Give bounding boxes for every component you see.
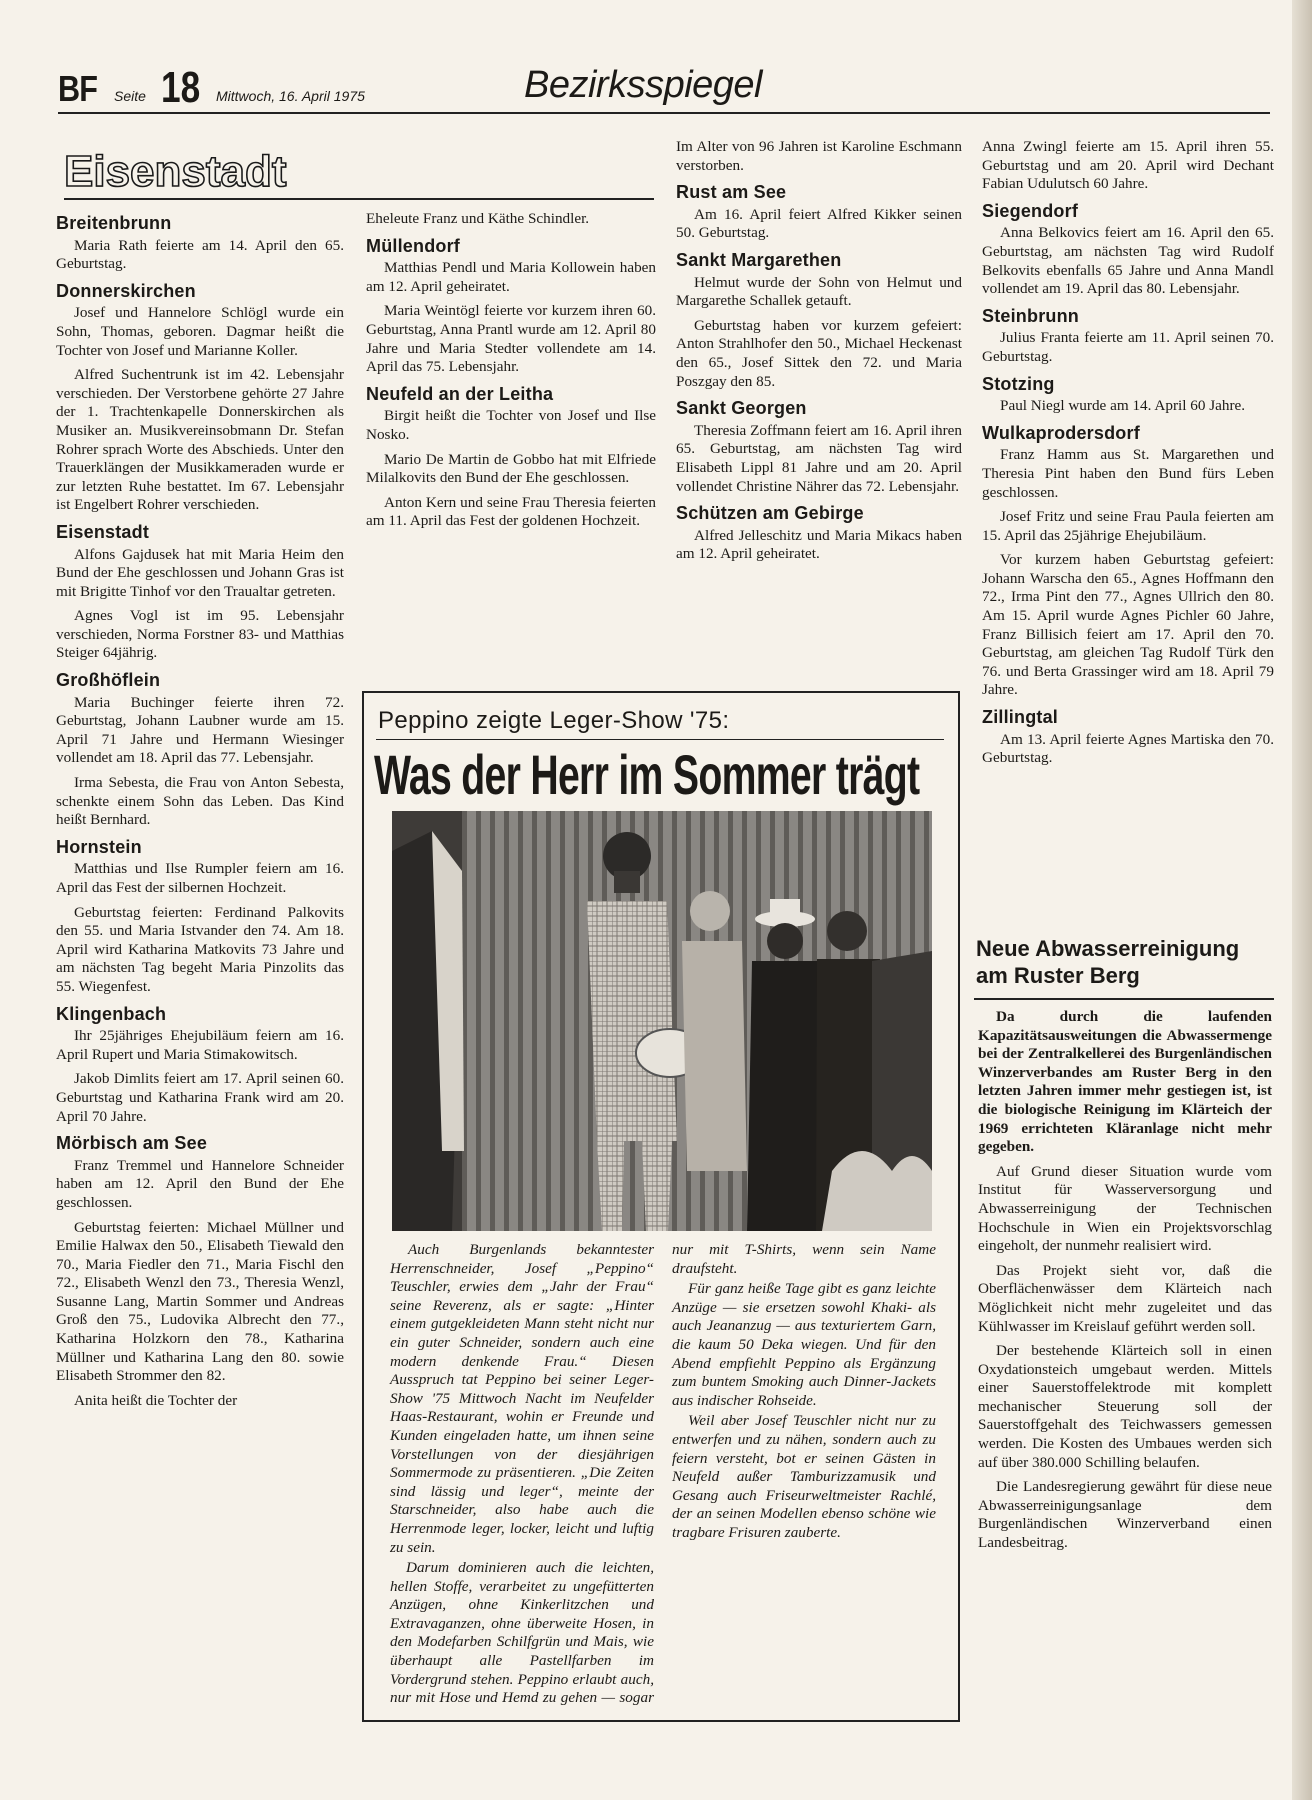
issue-date: Mittwoch, 16. April 1975 xyxy=(216,88,365,104)
news-paragraph: Anton Kern und seine Frau Theresia feierten am 11. April das Fest der goldenen Hochzeit. xyxy=(366,493,656,530)
news-rule xyxy=(974,998,1274,1000)
news-body xyxy=(978,1008,1272,1559)
region-rule xyxy=(64,198,654,200)
publication-logo: BF xyxy=(58,68,98,109)
place-heading: Eisenstadt xyxy=(56,521,150,542)
place-heading: Klingenbach xyxy=(56,1003,167,1024)
place-heading: Zillingtal xyxy=(982,707,1058,728)
place-heading: Sankt Margarethen xyxy=(676,249,842,270)
news-paragraph: Anna Zwingl feierte am 15. April ihren 55. Geburtstag und am 20. April wird Dechant Fabian Udulutsch 60 Jahre. xyxy=(982,138,1274,193)
news-paragraph: Theresia Zoffmann feiert am 16. April ihren 65. Geburtstag, am nächsten Tag wird Elisabeth Lippl 81 Jahre und am 20. April vollendet Christine Nährer das 72. Lebensjahr. xyxy=(676,421,962,495)
masthead xyxy=(58,62,1270,114)
caption-paragraph: Weil aber Josef Teuschler nicht nur zu entwerfen und zu nähen, sondern auch zu feiern versteht, bot er seinen Gästen in Neufeld außer Tamburizzamusik und Gesang auch Friseurweltmeister Rachlé, der an seinen Modellen ebenso schöne wie tragbare Frisuren zauberte. xyxy=(672,1412,936,1541)
news-paragraph: Anita heißt die Tochter der xyxy=(74,1391,238,1409)
news-paragraph: Mario De Martin de Gobbo hat mit Elfriede Milalkovits den Bund der Ehe geschlossen. xyxy=(366,450,656,487)
news-paragraph: Matthias und Ilse Rumpler feiern am 16. April das Fest der silbernen Hochzeit. xyxy=(56,860,344,896)
news-paragraph: Eheleute Franz und Käthe Schindler. xyxy=(366,210,590,227)
column-3 xyxy=(676,138,962,570)
news-paragraph: Vor kurzem haben Geburtstag gefeiert: Johann Warscha den 65., Agnes Hoffmann den 72., Irma Pint den 77., Agnes Ullrich den 80. Am 15. April wurde Agnes Pichler 60 Jahre, Franz Billisich feiert am 17. April den 70. Geburtstag, am gleichen Tag Rudolf Türk den 76. und Berta Grassinger wird am 18. April 79 Jahre. xyxy=(982,551,1274,699)
news-paragraph: Alfred Jelleschitz und Maria Mikacs haben am 12. April geheiratet. xyxy=(676,526,962,563)
news-paragraph: Der bestehende Klärteich soll in einen Oxydationsteich umgebaut werden. Mittels einer Sauerstoffelektrode mit komplett mechanischer Steuerung soll der Sauerstoffgehalt des Teichwassers gemessen werden. Die Kosten des Umbaues werden sich auf über 380.000 Schilling belaufen. xyxy=(978,1342,1272,1471)
feature-caption xyxy=(390,1241,936,1711)
news-paragraph: Matthias Pendl und Maria Kollowein haben am 12. April geheiratet. xyxy=(366,259,656,295)
column-1 xyxy=(56,214,344,1416)
news-paragraph: Maria Buchinger feierte ihren 72. Geburtstag, Johann Laubner wurde am 15. April 71 Jahre und Hermann Wiesinger vollendet am 18. April das 77. Lebensjahr. xyxy=(56,693,344,767)
news-paragraph: Alfred Suchentrunk ist im 42. Lebensjahr verschieden. Der Verstorbene gehörte 27 Jahre der 1. Trachtenkapelle Donnerskirchen als Musiker an. Musikvereinsobmann Dr. Stefan Rohrer sprach Worte des Abschieds. Unter den Trauerklängen der Musikkameraden wurde er zur letzten Ruhe bestattet. Im 67. Lebensjahr ist Engelbert Rohrer verschieden. xyxy=(56,366,344,514)
news-paragraph: Agnes Vogl ist im 95. Lebensjahr verschieden, Norma Forstner 83- und Matthias Steiger 64jährig. xyxy=(56,607,344,662)
place-heading: Rust am See xyxy=(676,182,787,203)
place-heading: Sankt Georgen xyxy=(676,398,807,419)
feature-headline: Was der Herr im Sommer trägt xyxy=(374,743,920,806)
news-paragraph: Irma Sebesta, die Frau von Anton Sebesta, schenkte einem Sohn das Leben. Das Kind heißt Bernhard. xyxy=(56,774,344,829)
place-heading: Hornstein xyxy=(56,836,142,857)
news-paragraph: Im Alter von 96 Jahren ist Karoline Eschmann verstorben. xyxy=(676,138,962,174)
news-paragraph: Franz Tremmel und Hannelore Schneider haben am 12. April den Bund der Ehe geschlossen. xyxy=(56,1156,344,1211)
place-heading: Schützen am Gebirge xyxy=(676,503,864,524)
place-heading: Donnerskirchen xyxy=(56,280,196,301)
news-paragraph: Birgit heißt die Tochter von Josef und Ilse Nosko. xyxy=(366,407,656,443)
news-paragraph: Helmut wurde der Sohn von Helmut und Margarethe Schallek getauft. xyxy=(676,273,962,310)
place-heading: Steinbrunn xyxy=(982,305,1079,326)
news-paragraph: Am 13. April feierte Agnes Martiska den 70. Geburtstag. xyxy=(982,730,1274,767)
news-paragraph: Josef und Hannelore Schlögl wurde ein Sohn, Thomas, geboren. Dagmar heißt die Tochter von Josef und Marianne Koller. xyxy=(56,304,344,359)
feature-kicker: Peppino zeigte Leger-Show '75: xyxy=(378,707,730,734)
feature-article xyxy=(362,691,960,1722)
news-paragraph: Anna Belkovics feiert am 16. April den 65. Geburtstag, am nächsten Tag wird Rudolf Belkovits ebenfalls 65 Jahre und Anna Mandl vollendet am 19. April das 80. Lebensjahr. xyxy=(982,224,1274,298)
news-paragraph: Josef Fritz und seine Frau Paula feierten am 15. April das 25jährige Ehejubiläum. xyxy=(982,508,1274,544)
column-2 xyxy=(366,210,656,537)
photo-illustration xyxy=(392,811,932,1231)
news-paragraph: Ihr 25jähriges Ehejubiläum feiern am 16. April Rupert und Maria Stimakowitsch. xyxy=(56,1027,344,1063)
page-label: Seite xyxy=(114,88,146,104)
caption-paragraph: Auch Burgenlands bekanntester Herrenschneider, Josef „Peppino“ Teuschler, erwies dem „Jahr der Frau“ seine Reverenz, als er sagte: „Hinter einem gutgekleideten Mann steht nicht nur ein guter Schneider, sondern auch eine modern denkende Frau.“ Diesen Ausspruch tat Peppino bei seiner Leger-Show '75 Mittwoch Nacht im Neufelder Haas-Restaurant, wohin er Freunde und Kunden eingeladen hatte, um ihnen seine Vorstellungen von der diesjährigen Sommermode zu präsentieren. „Die Zeiten sind lässig und leger“, meinte der Starschneider, also habe auch die Herrenmode leger, locker, leicht und luftig zu sein. xyxy=(390,1241,654,1556)
page-fold-shadow xyxy=(1292,0,1312,1800)
place-heading: Müllendorf xyxy=(366,235,460,256)
fashion-show-photo xyxy=(392,811,932,1231)
news-paragraph: Maria Weintögl feierte vor kurzem ihren 60. Geburtstag, Anna Prantl wurde am 12. April 80 Jahre und Maria Stedter vollendete am 14. April das 75. Lebensjahr. xyxy=(366,302,656,376)
news-headline: Neue Abwasserreinigung am Ruster Berg xyxy=(976,936,1240,988)
page-number: 18 xyxy=(161,63,201,112)
place-heading: Wulkaprodersdorf xyxy=(982,422,1140,443)
place-heading: Neufeld an der Leitha xyxy=(366,383,554,404)
caption-paragraph: Darum dominieren auch die leichten, hellen Stoffe, verarbeitet zu ungefütterten Anzügen, ohne Kinkerlitzchen und Extravaganzen, ohne überweite Hosen, in den Modefarben Schilfgrün und Mais, wie überhaupt alle Pastellfarben im Vordergrund stehen. Peppino erlaubt auch, nur mit Hose und Hemd zu gehen — sogar nur mit T-Shirts, wenn sein Name draufsteht. xyxy=(390,1241,936,1707)
news-paragraph: Die Landesregierung gewährt für diese neue Abwasserreinigungsanlage dem Burgenländischen Winzerverband einen Landesbeitrag. xyxy=(978,1478,1272,1552)
place-heading: Breitenbrunn xyxy=(56,213,172,233)
news-paragraph: Das Projekt sieht vor, daß die Oberflächenwässer dem Klärteich nach Möglichkeit nicht mehr zugeleitet und das Kühlwasser im Kreislauf geführt werden soll. xyxy=(978,1261,1272,1335)
news-paragraph: Maria Rath feierte am 14. April den 65. Geburtstag. xyxy=(56,236,344,273)
region-title: Eisenstadt xyxy=(64,147,287,196)
news-paragraph: Auf Grund dieser Situation wurde vom Institut für Wasserversorgung und Abwasserreinigung der Technischen Hochschule in Wien ein Projektsvorschlag eingeholt, der nunmehr realisiert wird. xyxy=(978,1162,1272,1255)
section-title: Bezirksspiegel xyxy=(524,64,762,106)
news-paragraph: Geburtstag haben vor kurzem gefeiert: Anton Strahlhofer den 50., Michael Heckenast den 65., Josef Sittek den 72. und Maria Poszgay den 85. xyxy=(676,316,962,390)
news-paragraph: Julius Franta feierte am 11. April seinen 70. Geburtstag. xyxy=(982,329,1274,365)
news-paragraph: Alfons Gajdusek hat mit Maria Heim den Bund der Ehe geschlossen und Johann Gras ist mit Brigitte Tinhof vor den Traualtar getreten. xyxy=(56,545,344,600)
news-paragraph: Am 16. April feiert Alfred Kikker seinen 50. Geburtstag. xyxy=(676,205,962,242)
place-heading: Siegendorf xyxy=(982,200,1079,221)
place-heading: Großhöflein xyxy=(56,670,161,691)
news-paragraph: Geburtstag feierten: Ferdinand Palkovits den 55. und Maria Istvander den 74. Am 18. April wird Katharina Matkovits 73 Jahre und am nächsten Tag begeht Maria Pinzolits das 55. Wiegenfest. xyxy=(56,903,344,995)
place-heading: Mörbisch am See xyxy=(56,1133,208,1154)
news-paragraph: Franz Hamm aus St. Margarethen und Theresia Pint haben den Bund fürs Leben geschlossen. xyxy=(982,446,1274,501)
caption-paragraph: Für ganz heiße Tage gibt es ganz leichte Anzüge — sie ersetzen sowohl Khaki- als auch Jeananzug — aus texturiertem Garn, die kaum 50 Deka wiegen. Und für den Abend empfiehlt Peppino als Ergänzung zum buntem Smoking auch Dinner-Jackets aus indischer Rohseide. xyxy=(672,1280,936,1409)
news-lead: Da durch die laufenden Kapazitätsausweitungen die Abwassermenge bei der Zentralkellerei des Burgenländischen Winzerverbandes am Ruster Berg in den letzten Jahren immer mehr gestiegen ist, ist die biologische Reinigung im Klärteich der 1969 errichteten Kläranlage nicht mehr gegeben. xyxy=(978,1008,1272,1156)
news-paragraph: Paul Niegl wurde am 14. April 60 Jahre. xyxy=(1000,397,1246,415)
news-paragraph: Jakob Dimlits feiert am 17. April seinen 60. Geburtstag und Katharina Frank wird am 20. April 70 Jahre. xyxy=(56,1070,344,1125)
news-paragraph: Geburtstag feierten: Michael Müllner und Emilie Halwax den 50., Elisabeth Tiewald den 70., Maria Fiedler den 71., Maria Fischl den 72., Elisabeth Wenzl den 73., Theresia Wenzl, Susanne Lang, Martin Sommer und Andreas Groß den 75., Ludovika Albrecht den 77., Katharina Holzkorn den 78., Katharina Müllner und Katharina Lang den 80. sowie Elisabeth Strommer den 82. xyxy=(56,1218,344,1385)
place-heading: Stotzing xyxy=(982,373,1055,394)
column-4 xyxy=(982,138,1274,774)
